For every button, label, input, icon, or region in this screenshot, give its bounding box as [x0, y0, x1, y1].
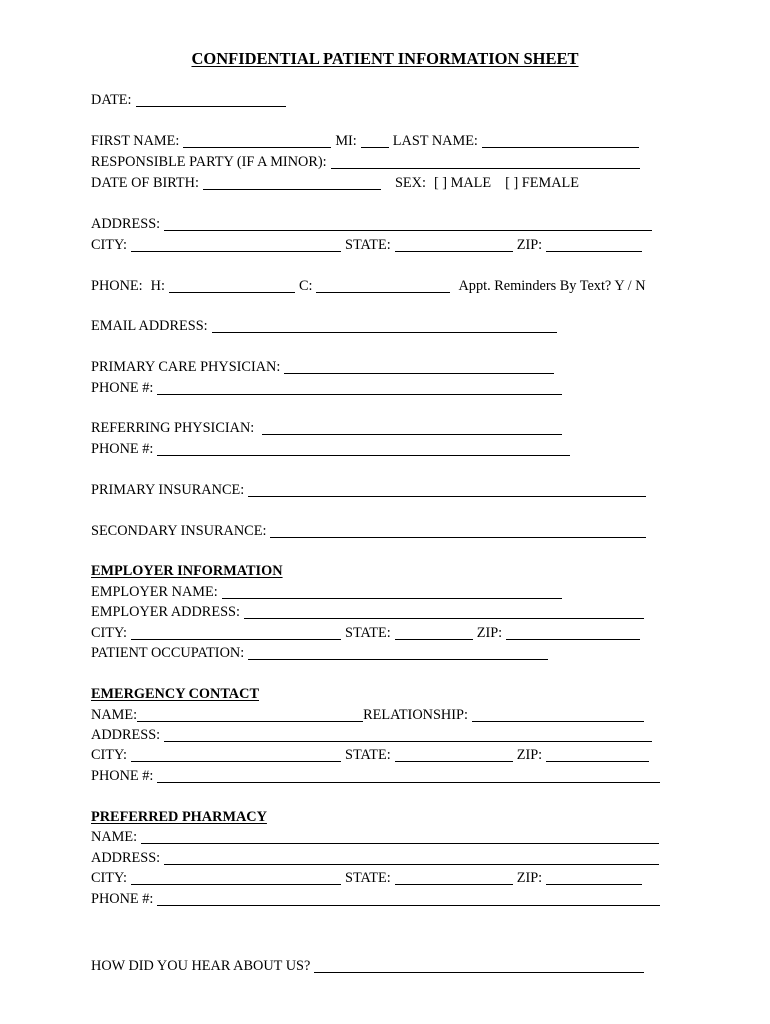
- pharmacy-address-field[interactable]: [164, 849, 659, 865]
- pharmacy-name-label: NAME:: [91, 829, 138, 845]
- primary-insurance-field[interactable]: [248, 481, 646, 497]
- dob-field[interactable]: [203, 174, 381, 190]
- employer-zip-field[interactable]: [506, 624, 640, 640]
- hear-about-label: HOW DID YOU HEAR ABOUT US?: [91, 958, 311, 974]
- pharmacy-state-field[interactable]: [395, 869, 513, 885]
- employer-name-field[interactable]: [222, 583, 562, 599]
- first-name-label: FIRST NAME:: [91, 133, 180, 149]
- primary-insurance-label: PRIMARY INSURANCE:: [91, 482, 245, 498]
- emergency-city-row: [91, 745, 653, 765]
- emergency-zip-label: ZIP:: [516, 747, 543, 763]
- occupation-row: [91, 643, 552, 663]
- occupation-label: PATIENT OCCUPATION:: [91, 645, 245, 661]
- emergency-name-label: NAME:: [91, 707, 138, 723]
- emergency-state-label: STATE:: [345, 747, 391, 763]
- last-name-label: LAST NAME:: [392, 133, 478, 149]
- male-checkbox[interactable]: [ ] MALE: [433, 175, 492, 191]
- address-label: ADDRESS:: [91, 216, 161, 232]
- emergency-city-label: CITY:: [91, 747, 128, 763]
- emergency-address-row: [91, 725, 656, 745]
- employer-address-field[interactable]: [244, 603, 644, 619]
- employer-heading: EMPLOYER INFORMATION: [91, 563, 283, 579]
- pharmacy-city-field[interactable]: [131, 869, 341, 885]
- city-state-zip-row: [91, 235, 646, 255]
- emergency-state-field[interactable]: [395, 746, 513, 762]
- pharmacy-zip-field[interactable]: [546, 869, 642, 885]
- pcp-phone-label: PHONE #:: [91, 380, 154, 396]
- pharmacy-zip-label: ZIP:: [516, 870, 543, 886]
- sex-label: SEX:: [394, 175, 426, 191]
- state-field[interactable]: [395, 236, 513, 252]
- pcp-field[interactable]: [284, 358, 554, 374]
- home-phone-field[interactable]: [169, 277, 295, 293]
- dob-label: DATE OF BIRTH:: [91, 175, 199, 191]
- referring-row: [91, 418, 566, 438]
- female-checkbox[interactable]: [ ] FEMALE: [505, 175, 579, 191]
- first-name-field[interactable]: [183, 132, 331, 148]
- pharmacy-city-row: [91, 868, 646, 888]
- form-title: CONFIDENTIAL PATIENT INFORMATION SHEET: [191, 49, 579, 68]
- phone-row: [91, 276, 646, 296]
- emergency-city-field[interactable]: [131, 746, 341, 762]
- cell-phone-label: C:: [298, 278, 313, 294]
- last-name-field[interactable]: [482, 132, 639, 148]
- pcp-phone-field[interactable]: [157, 379, 562, 395]
- address-row: [91, 214, 656, 234]
- emergency-phone-row: [91, 766, 664, 786]
- city-field[interactable]: [131, 236, 341, 252]
- pcp-row: [91, 357, 558, 377]
- pharmacy-heading-row: [91, 807, 267, 827]
- referring-phone-field[interactable]: [157, 440, 570, 456]
- referring-label: REFERRING PHYSICIAN:: [91, 420, 255, 436]
- emergency-name-row: [91, 705, 648, 725]
- emergency-name-field[interactable]: [137, 706, 363, 722]
- employer-address-row: [91, 602, 648, 622]
- pharmacy-phone-field[interactable]: [157, 890, 660, 906]
- responsible-party-label: RESPONSIBLE PARTY (IF A MINOR):: [91, 154, 327, 170]
- address-field[interactable]: [164, 215, 652, 231]
- employer-name-row: [91, 582, 566, 602]
- mi-label: MI:: [335, 133, 357, 149]
- zip-label: ZIP:: [516, 237, 543, 253]
- state-label: STATE:: [345, 237, 391, 253]
- pharmacy-address-label: ADDRESS:: [91, 850, 161, 866]
- emergency-heading-row: [91, 684, 259, 704]
- pharmacy-name-field[interactable]: [141, 828, 659, 844]
- pharmacy-heading: PREFERRED PHARMACY: [91, 809, 267, 825]
- primary-insurance-row: [91, 480, 650, 500]
- emergency-zip-field[interactable]: [546, 746, 649, 762]
- home-phone-label: H:: [150, 278, 165, 294]
- relationship-label: RELATIONSHIP:: [363, 707, 468, 723]
- secondary-insurance-row: [91, 521, 650, 541]
- emergency-phone-label: PHONE #:: [91, 768, 154, 784]
- city-label: CITY:: [91, 237, 128, 253]
- employer-heading-row: [91, 561, 283, 581]
- referring-field[interactable]: [262, 419, 562, 435]
- pharmacy-address-row: [91, 848, 663, 868]
- employer-name-label: EMPLOYER NAME:: [91, 584, 218, 600]
- emergency-phone-field[interactable]: [157, 767, 660, 783]
- name-row: [91, 131, 643, 151]
- date-row: [91, 90, 290, 110]
- employer-state-label: STATE:: [345, 625, 391, 641]
- pcp-label: PRIMARY CARE PHYSICIAN:: [91, 359, 281, 375]
- date-label: DATE:: [91, 92, 132, 108]
- employer-city-row: [91, 623, 644, 643]
- emergency-address-field[interactable]: [164, 726, 652, 742]
- mi-field[interactable]: [361, 132, 389, 148]
- employer-city-field[interactable]: [131, 624, 341, 640]
- hear-about-row: [91, 956, 648, 976]
- pharmacy-name-row: [91, 827, 663, 847]
- relationship-field[interactable]: [472, 706, 644, 722]
- cell-phone-field[interactable]: [316, 277, 450, 293]
- hear-about-field[interactable]: [314, 957, 644, 973]
- occupation-field[interactable]: [248, 644, 548, 660]
- employer-address-label: EMPLOYER ADDRESS:: [91, 604, 240, 620]
- employer-zip-label: ZIP:: [476, 625, 503, 641]
- employer-state-field[interactable]: [395, 624, 473, 640]
- zip-field[interactable]: [546, 236, 642, 252]
- emergency-heading: EMERGENCY CONTACT: [91, 686, 259, 702]
- pharmacy-phone-label: PHONE #:: [91, 891, 154, 907]
- email-label: EMAIL ADDRESS:: [91, 318, 208, 334]
- appt-reminders-label[interactable]: Appt. Reminders By Text? Y / N: [458, 278, 646, 294]
- pcp-phone-row: [91, 378, 566, 398]
- referring-phone-label: PHONE #:: [91, 441, 154, 457]
- email-row: [91, 316, 561, 336]
- responsible-party-row: [91, 152, 644, 172]
- secondary-insurance-label: SECONDARY INSURANCE:: [91, 523, 267, 539]
- secondary-insurance-field[interactable]: [270, 522, 646, 538]
- date-field[interactable]: [136, 91, 286, 107]
- referring-phone-row: [91, 439, 574, 459]
- responsible-party-field[interactable]: [331, 153, 640, 169]
- pharmacy-city-label: CITY:: [91, 870, 128, 886]
- dob-row: [91, 173, 579, 193]
- employer-city-label: CITY:: [91, 625, 128, 641]
- email-field[interactable]: [212, 317, 557, 333]
- pharmacy-state-label: STATE:: [345, 870, 391, 886]
- pharmacy-phone-row: [91, 889, 664, 909]
- emergency-address-label: ADDRESS:: [91, 727, 161, 743]
- phone-label: PHONE:: [91, 278, 143, 294]
